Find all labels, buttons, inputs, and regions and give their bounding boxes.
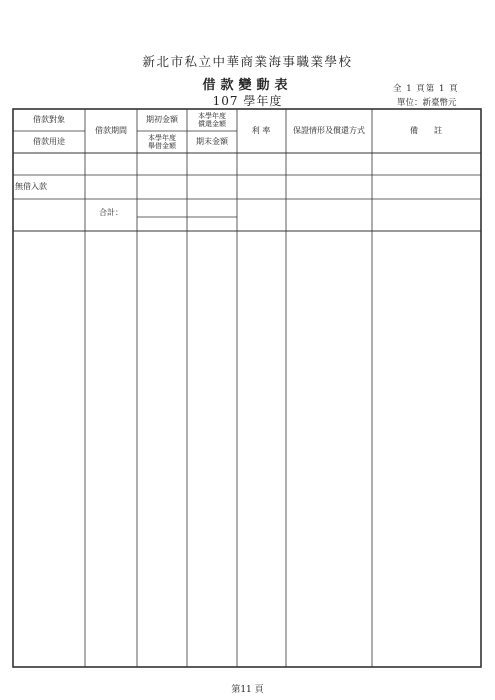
header-remarks: 備 註	[410, 126, 442, 135]
academic-year: 107 學年度	[212, 94, 283, 108]
header-interest-rate: 利 率	[251, 126, 271, 135]
school-name: 新北市私立中華商業海事職業學校	[142, 54, 353, 69]
total-label: 合計：	[99, 208, 123, 217]
no-borrowing-note: 無借入款	[15, 182, 47, 191]
header-closing-amount: 期末金額	[196, 137, 228, 146]
form-title: 借款變動表	[202, 78, 293, 93]
page-number: 第11 頁	[231, 685, 264, 695]
table-border	[13, 109, 481, 667]
header-opening-amount: 期初金額	[146, 115, 178, 124]
page-info: 全 1 頁第 1 頁	[393, 84, 459, 94]
header-guarantee-repayment: 保證情形及償還方式	[293, 126, 365, 135]
header-repaid-amount: 本學年度 償還金額	[198, 112, 226, 128]
header-borrowed-amount: 本學年度 舉借金額	[148, 134, 176, 150]
header-purpose: 借款用途	[33, 137, 65, 146]
header-period: 借款期間	[95, 126, 127, 135]
header-lender: 借款對象	[33, 115, 65, 124]
currency-unit: 單位：新臺幣元	[397, 98, 457, 108]
